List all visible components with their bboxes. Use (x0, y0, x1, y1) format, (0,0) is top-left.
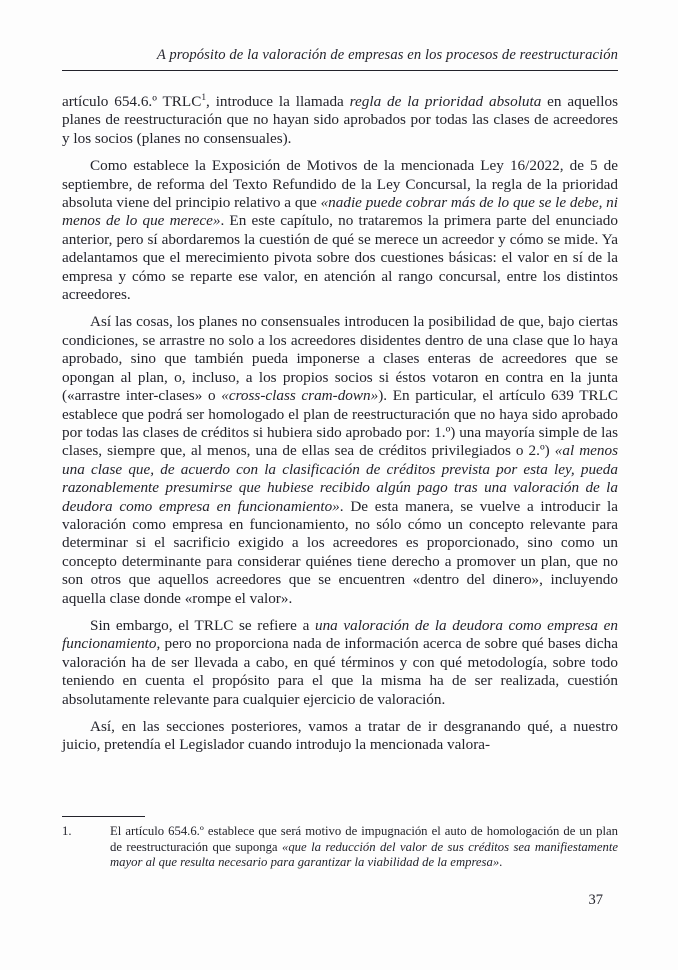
running-header (62, 47, 618, 69)
paragraph-1: artículo 654.6.º TRLC$^1$, introduce la llamada regla de la prioridad absoluta en aquellos planes de reestructuración que no hayan sido aprobados por todas las clases de acreedores y los socios (planes no consensuales). (62, 92, 618, 147)
footnote-text: El artículo 654.6.º establece que será motivo de impugnación el auto de homologación de un plan de reestructuración que suponga «que la reducción del valor de sus créditos sea manifiestamente mayor al que resulta necesario para garantizar la viabilidad de la empresa». (110, 824, 618, 870)
footnote-1 (62, 824, 618, 871)
paragraph-5: Así, en las secciones posteriores, vamos a tratar de ir desgranando qué, a nuestro juicio, pretendía el Legislador cuando introdujo la mencionada valora- (62, 718, 618, 754)
body-content (62, 93, 618, 764)
page-number: 37 (588, 892, 603, 908)
running-header-title: A propósito de la valoración de empresas en los procesos de reestructuración (156, 47, 618, 63)
header-rule (62, 70, 618, 71)
footnote-section (62, 816, 618, 871)
paragraph-4: Sin embargo, el TRLC se refiere a una valoración de la deudora como empresa en funcionamiento, pero no proporciona nada de información acerca de sobre qué bases dicha valoración ha de ser llevada a cabo, en qué términos y con qué metodología, sobre todo teniendo en cuenta el propósito para el que la misma ha de ser realizada, cuestión absolutamente relevante para cualquier ejercicio de valoración. (62, 616, 618, 708)
footnote-separator (62, 816, 145, 817)
footnote-number: 1. (62, 824, 72, 838)
paragraph-3: Así las cosas, los planes no consensuales introducen la posibilidad de que, bajo ciertas condiciones, se arrastre no solo a los acreedores disidentes dentro de una clase que lo haya aprobado, sino que también pueda imponerse a clases enteras de acreedores que se opongan al plan, o, incluso, a los propios socios si éstos votaron en contra en la junta («arrastre inter-clases» o «cross-class cram-down»). En particular, el artículo 639 TRLC establece que podrá ser homologado el plan de reestructuración que no haya sido aprobado por todas las clases de créditos si hubiera sido aprobado por: 1.º) una mayoría simple de las clases, siempre que, al menos, una de ellas sea de créditos privilegiados o 2.º) «al menos una clase que, de acuerdo con la clasificación de créditos prevista por esta ley, pueda razonablemente presumirse que hubiese recibido algún pago tras una valoración de la deudora como empresa en funcionamiento». De esta manera, se vuelve a introducir la valoración como empresa en funcionamiento, no sólo cómo un concepto relevante para determinar si el sacrificio exigido a los acreedores es proporcionado, sino como un concepto determinante para considerar quiénes tiene derecho a promover un plan, que no son otros que aquellos acreedores que se encuentren «dentro del dinero», incluyendo aquella clase donde «rompe el valor». (62, 313, 619, 607)
paragraph-2: Como establece la Exposición de Motivos de la mencionada Ley 16/2022, de 5 de septiembre, de reforma del Texto Refundido de la Ley Concursal, la regla de la prioridad absoluta viene del principio relativo a que «nadie puede cobrar más de lo que se le debe, ni menos de lo que merece». En este capítulo, no trataremos la primera parte del enunciado anterior, pero sí abordaremos la cuestión de qué se merece un acreedor y cómo se mide. Ya adelantamos que el merecimiento pivota sobre dos cuestiones básicas: el valor en sí de la empresa y cómo se reparte ese valor, en atención al rango concursal, entre los distintos acreedores. (62, 157, 618, 304)
